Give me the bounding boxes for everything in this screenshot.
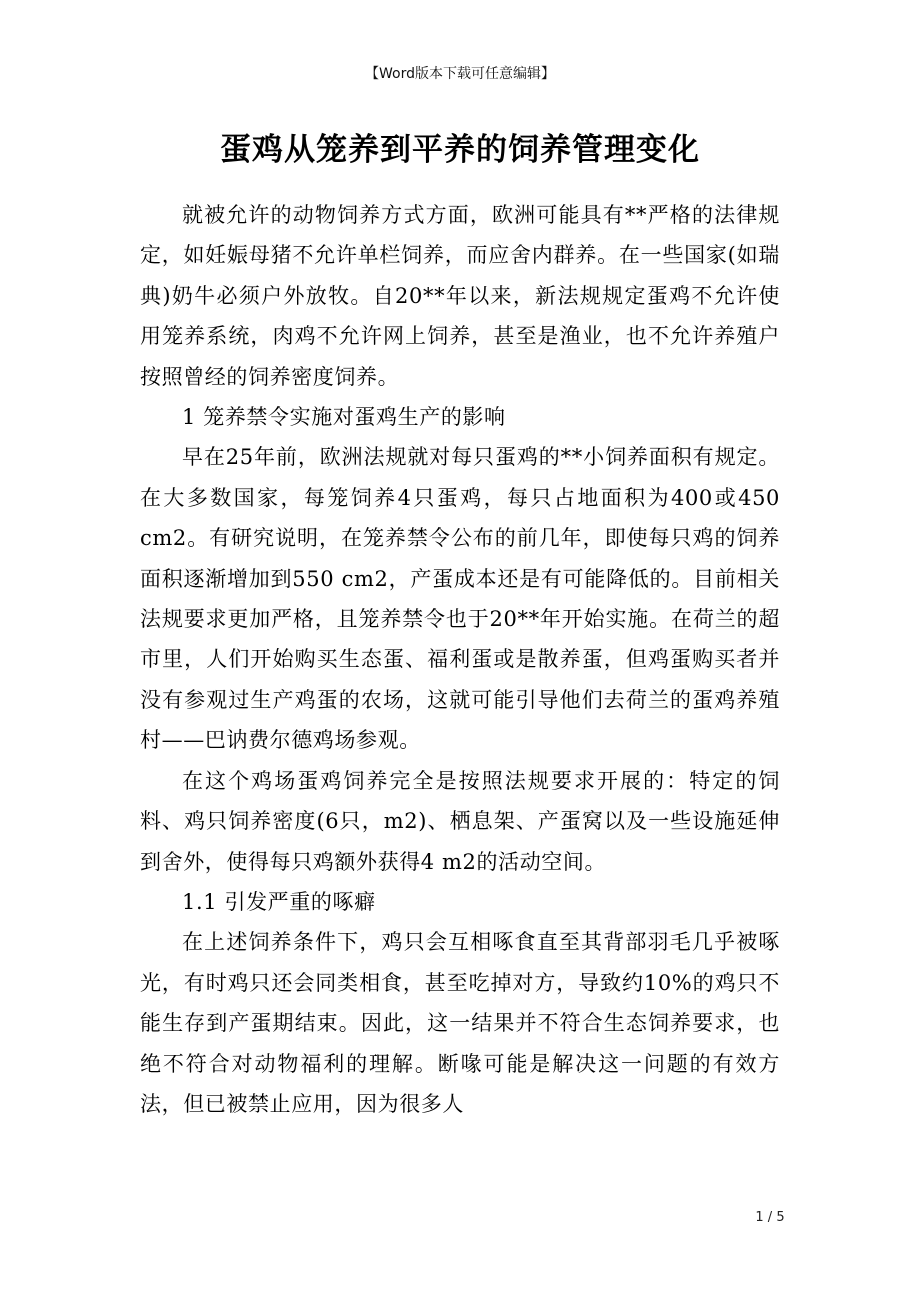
paragraph-farm-requirements: 在这个鸡场蛋鸡饲养完全是按照法规要求开展的：特定的饲料、鸡只饲养密度(6只，m2)、栖息架、产蛋窝以及一些设施延伸到舍外，使得每只鸡额外获得4 m2的活动空间。 <box>140 768 780 874</box>
page-header: 【Word版本下载可任意编辑】 <box>365 66 555 82</box>
section-heading-1-1: 1.1 引发严重的啄癖 <box>182 889 376 914</box>
document-body <box>140 195 780 1124</box>
page-number: 1 / 5 <box>755 1210 785 1225</box>
document-title: 蛋鸡从笼养到平养的饲养管理变化 <box>220 132 700 168</box>
paragraph-intro: 就被允许的动物饲养方式方面，欧洲可能具有**严格的法律规定，如妊娠母猪不允许单栏饲养，而应舍内群养。在一些国家(如瑞典)奶牛必须户外放牧。自20**年以来，新法规规定蛋鸡不允许使用笼养系统，肉鸡不允许网上饲养，甚至是渔业，也不允许养殖户按照曾经的饲养密度饲养。 <box>140 203 780 389</box>
paragraph-pecking: 在上述饲养条件下，鸡只会互相啄食直至其背部羽毛几乎被啄光，有时鸡只还会同类相食，甚至吃掉对方，导致约10%的鸡只不能生存到产蛋期结束。因此，这一结果并不符合生态饲养要求，也绝不符合对动物福利的理解。断喙可能是解决这一问题的有效方法，但已被禁止应用，因为很多人 <box>140 930 780 1116</box>
section-heading-1: 1 笼养禁令实施对蛋鸡生产的影响 <box>182 405 506 430</box>
paragraph-cage-regulation: 早在25年前，欧洲法规就对每只蛋鸡的**小饲养面积有规定。在大多数国家，每笼饲养4只蛋鸡，每只占地面积为400或450 cm2。有研究说明，在笼养禁令公布的前几年，即使每只鸡的饲养面积逐渐增加到550 cm2，产蛋成本还是有可能降低的。目前相关法规要求更加严格，且笼养禁令也于20**年开始实施。在荷兰的超市里，人们开始购买生态蛋、福利蛋或是散养蛋，但鸡蛋购买者并没有参观过生产鸡蛋的农场，这就可能引导他们去荷兰的蛋鸡养殖村——巴讷费尔德鸡场参观。 <box>140 445 780 753</box>
